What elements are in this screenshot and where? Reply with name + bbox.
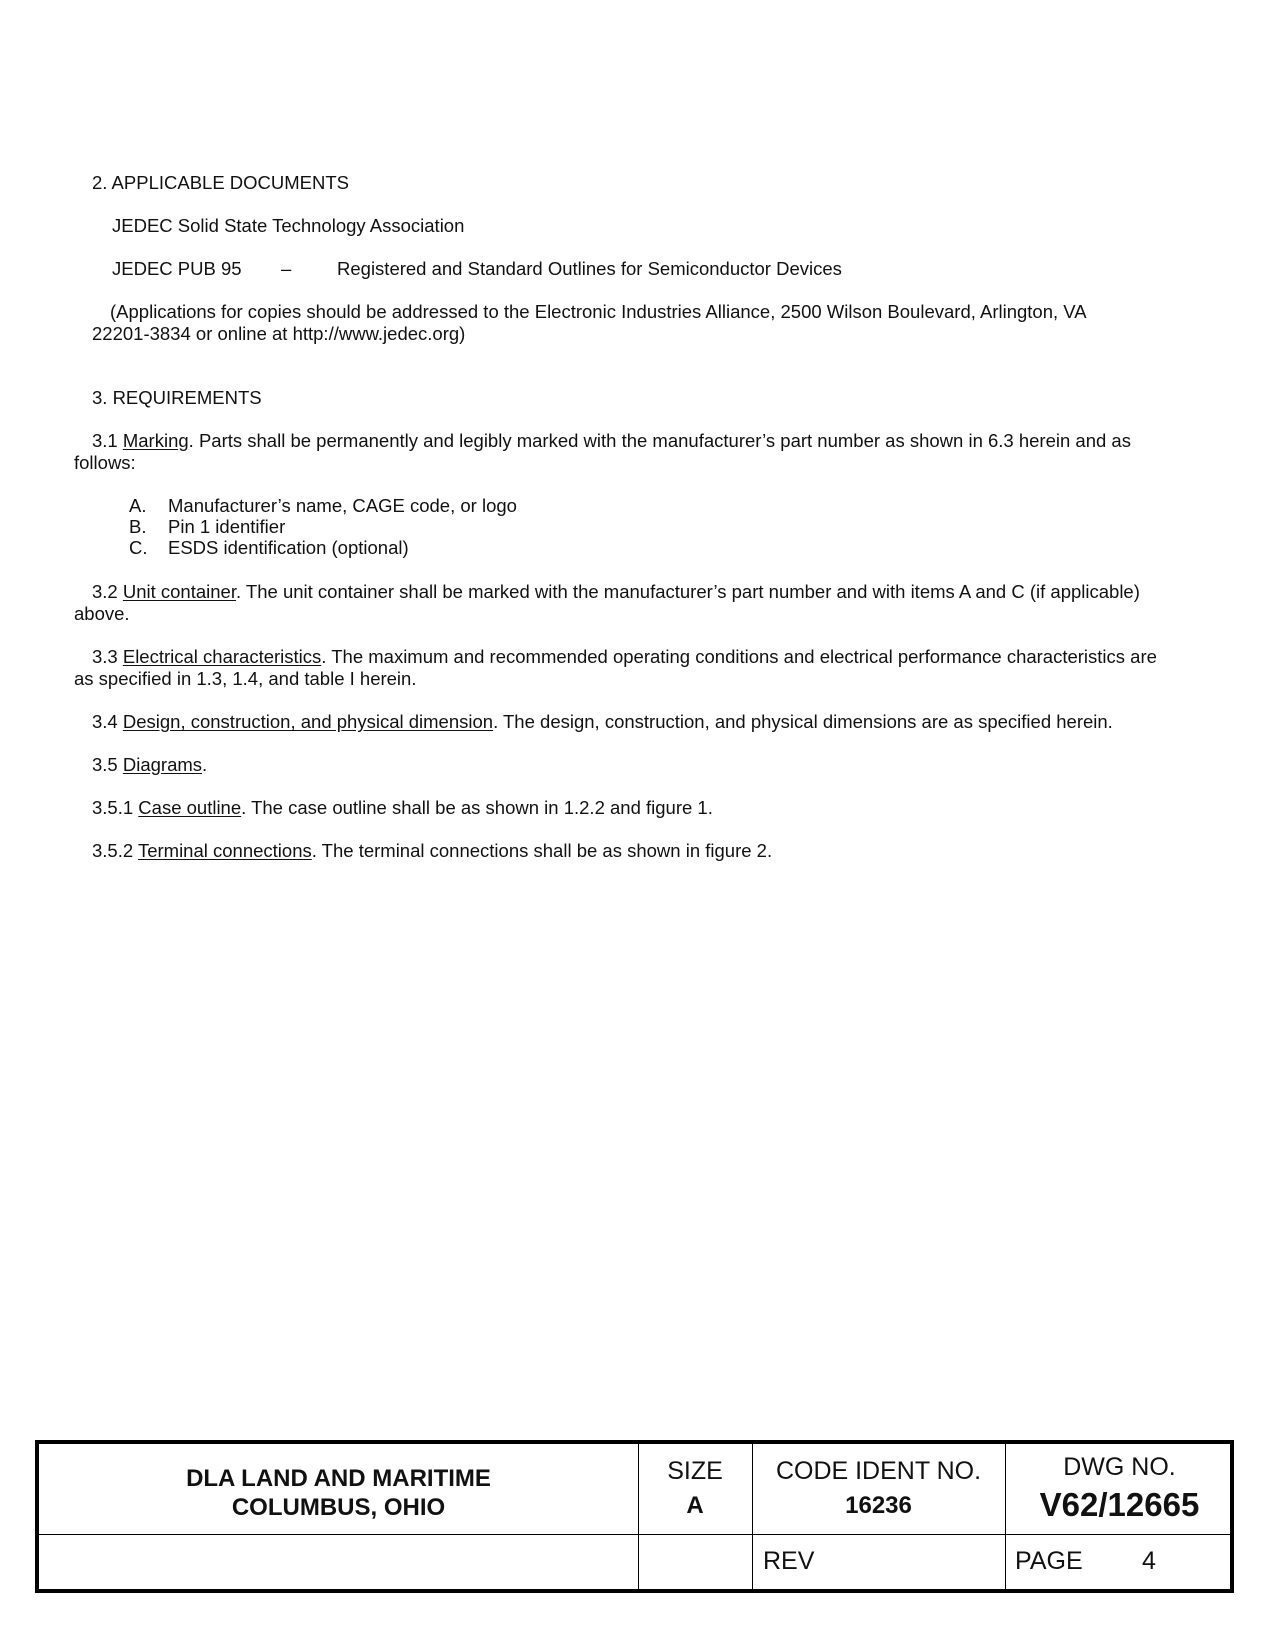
- para-3-3-cont: as specified in 1.3, 1.4, and table I herein.: [74, 668, 417, 689]
- list-item-a-letter: A.: [129, 495, 147, 516]
- para-3-4-title: Design, construction, and physical dimension: [122, 711, 494, 732]
- para-3-4-text: . The design, construction, and physical dimensions are as specified herein.: [493, 711, 1113, 732]
- rev-label: REV: [763, 1547, 815, 1575]
- para-3-5-2-num: 3.5.2: [92, 840, 138, 861]
- para-3-1-text: . Parts shall be permanently and legibly marked with the manufacturer’s part number as shown in 6.3 herein and as: [188, 430, 1131, 451]
- para-3-5-1-title: Case outline: [138, 797, 242, 818]
- code-ident-label: CODE IDENT NO.: [775, 1457, 982, 1485]
- para-3-5-2: [92, 840, 772, 861]
- para-3-1-title: Marking: [122, 430, 189, 451]
- size-label: SIZE: [667, 1457, 723, 1485]
- org-line-2: COLUMBUS, OHIO: [231, 1494, 446, 1521]
- address-line-1: (Applications for copies should be addressed to the Electronic Industries Alliance, 2500 Wilson Boulevard, Arlington, VA: [110, 301, 1087, 322]
- dwg-no-value: V62/12665: [1039, 1486, 1200, 1523]
- page-number: 4: [1142, 1547, 1156, 1575]
- list-item-b-letter: B.: [129, 516, 147, 537]
- para-3-1-cont: follows:: [74, 452, 136, 473]
- para-3-3-text: . The maximum and recommended operating conditions and electrical performance characteristics are: [321, 646, 1157, 667]
- jedec-org: JEDEC Solid State Technology Association: [112, 215, 465, 236]
- title-block: [35, 1440, 1234, 1593]
- para-3-4: [92, 711, 1113, 732]
- dwg-no-label: DWG NO.: [1063, 1453, 1176, 1481]
- list-item-a-text: Manufacturer’s name, CAGE code, or logo: [168, 495, 517, 516]
- code-ident-value: 16236: [845, 1492, 912, 1519]
- para-3-5: [92, 754, 207, 775]
- para-3-2-text: . The unit container shall be marked with the manufacturer’s part number and with items A and C (if applicable): [235, 581, 1140, 602]
- para-3-2-title: Unit container: [122, 581, 236, 602]
- section-3-heading: 3. REQUIREMENTS: [92, 387, 262, 408]
- list-item-b-text: Pin 1 identifier: [168, 516, 286, 537]
- para-3-2-num: 3.2: [92, 581, 123, 602]
- para-3-2-cont: above.: [74, 603, 130, 624]
- para-3-5-2-title: Terminal connections: [137, 840, 312, 861]
- para-3-4-num: 3.4: [92, 711, 123, 732]
- jedec-pub-title: Registered and Standard Outlines for Semiconductor Devices: [337, 258, 842, 279]
- jedec-pub-dash: –: [281, 258, 292, 279]
- para-3-5-num: 3.5: [92, 754, 123, 775]
- address-line-2: 22201-3834 or online at http://www.jedec.org): [92, 323, 466, 344]
- para-3-5-text: .: [202, 754, 208, 775]
- para-3-5-1-text: . The case outline shall be as shown in 1.2.2 and figure 1.: [241, 797, 713, 818]
- para-3-5-title: Diagrams: [122, 754, 203, 775]
- page-label: PAGE: [1015, 1547, 1083, 1575]
- list-item-c-text: ESDS identification (optional): [168, 537, 409, 558]
- para-3-1-num: 3.1: [92, 430, 123, 451]
- jedec-pub-id: JEDEC PUB 95: [112, 258, 242, 279]
- section-2-heading: 2. APPLICABLE DOCUMENTS: [92, 172, 350, 193]
- size-value: A: [686, 1492, 704, 1519]
- org-line-1: DLA LAND AND MARITIME: [186, 1465, 491, 1492]
- title-block-row-divider: [39, 1534, 1230, 1535]
- para-3-5-2-text: . The terminal connections shall be as shown in figure 2.: [311, 840, 773, 861]
- para-3-2: [92, 581, 1140, 602]
- para-3-5-1-num: 3.5.1: [92, 797, 139, 818]
- para-3-3-title: Electrical characteristics: [122, 646, 322, 667]
- org-block: [39, 1464, 638, 1522]
- para-3-1: [92, 430, 1131, 451]
- para-3-3: [92, 646, 1157, 667]
- para-3-3-num: 3.3: [92, 646, 123, 667]
- list-item-c-letter: C.: [129, 537, 148, 558]
- para-3-5-1: [92, 797, 713, 818]
